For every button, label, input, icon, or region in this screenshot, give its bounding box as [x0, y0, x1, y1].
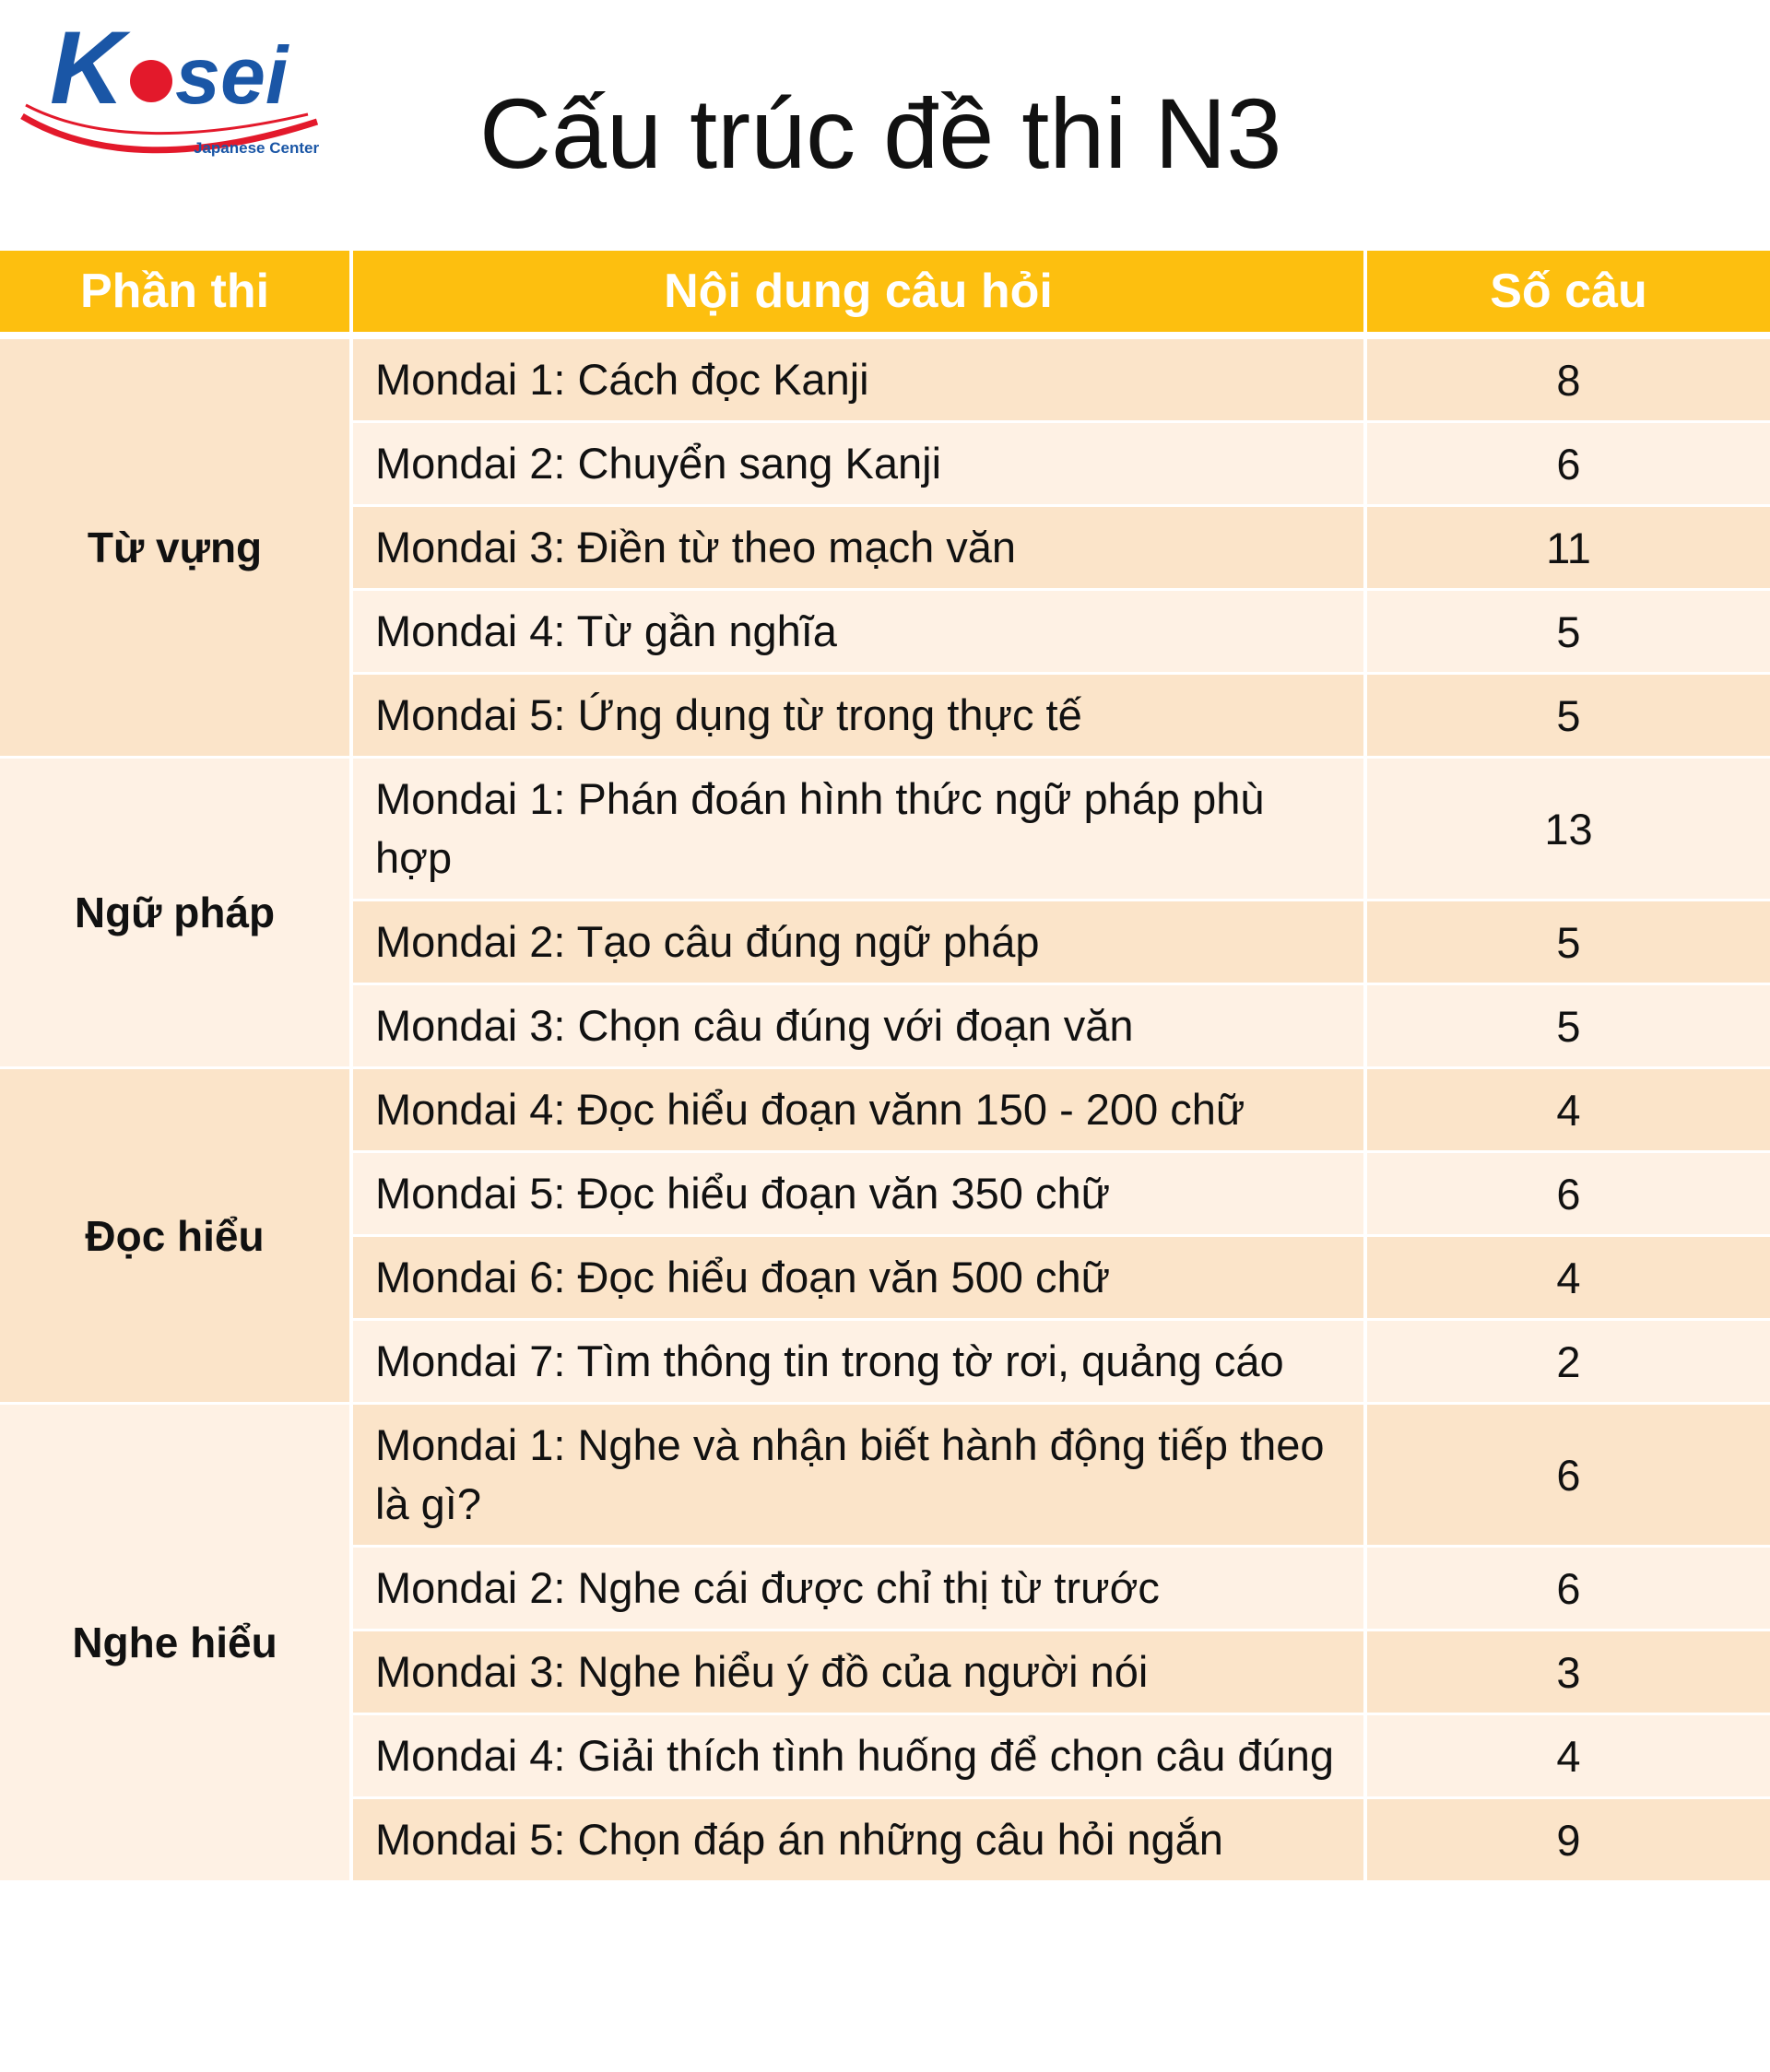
- question-count: 5: [1367, 675, 1770, 759]
- kosei-logo: [13, 13, 326, 170]
- question-count: 11: [1367, 507, 1770, 591]
- question-count: 6: [1367, 423, 1770, 507]
- question-count: 4: [1367, 1069, 1770, 1153]
- question-content: Mondai 3: Điền từ theo mạch văn: [353, 507, 1367, 591]
- question-count: 2: [1367, 1321, 1770, 1405]
- table-row: [0, 339, 1770, 423]
- section-name: Nghe hiểu: [0, 1405, 353, 1883]
- question-content: Mondai 1: Nghe và nhận biết hành động tiếp theo là gì?: [353, 1405, 1367, 1548]
- question-content: Mondai 2: Tạo câu đúng ngữ pháp: [353, 901, 1367, 985]
- question-count: 5: [1367, 901, 1770, 985]
- section-name: Từ vựng: [0, 339, 353, 759]
- svg-text:sei: sei: [175, 29, 289, 121]
- question-count: 6: [1367, 1153, 1770, 1237]
- logo-tagline: Japanese Center: [194, 139, 320, 157]
- question-count: 9: [1367, 1799, 1770, 1883]
- header-count: Số câu: [1367, 251, 1770, 339]
- question-content: Mondai 2: Chuyển sang Kanji: [353, 423, 1367, 507]
- question-count: 6: [1367, 1548, 1770, 1631]
- page-title: Cấu trúc đề thi N3: [479, 77, 1282, 189]
- question-count: 6: [1367, 1405, 1770, 1548]
- svg-text:K: K: [50, 13, 124, 125]
- question-count: 3: [1367, 1631, 1770, 1715]
- question-count: 5: [1367, 985, 1770, 1069]
- header-section: Phần thi: [0, 251, 353, 339]
- question-content: Mondai 1: Cách đọc Kanji: [353, 339, 1367, 423]
- question-count: 13: [1367, 759, 1770, 901]
- question-count: 5: [1367, 591, 1770, 675]
- question-content: Mondai 3: Nghe hiểu ý đồ của người nói: [353, 1631, 1367, 1715]
- table-header-row: [0, 251, 1770, 339]
- question-count: 4: [1367, 1715, 1770, 1799]
- question-content: Mondai 3: Chọn câu đúng với đoạn văn: [353, 985, 1367, 1069]
- question-content: Mondai 5: Đọc hiểu đoạn văn 350 chữ: [353, 1153, 1367, 1237]
- section-name: Ngữ pháp: [0, 759, 353, 1069]
- question-content: Mondai 6: Đọc hiểu đoạn văn 500 chữ: [353, 1237, 1367, 1321]
- exam-structure-table: [0, 251, 1770, 1883]
- table-row: [0, 1405, 1770, 1548]
- question-count: 4: [1367, 1237, 1770, 1321]
- question-content: Mondai 2: Nghe cái được chỉ thị từ trước: [353, 1548, 1367, 1631]
- question-content: Mondai 5: Ứng dụng từ trong thực tế: [353, 675, 1367, 759]
- question-content: Mondai 4: Giải thích tình huống để chọn câu đúng: [353, 1715, 1367, 1799]
- question-content: Mondai 4: Từ gần nghĩa: [353, 591, 1367, 675]
- question-content: Mondai 7: Tìm thông tin trong tờ rơi, quảng cáo: [353, 1321, 1367, 1405]
- table-row: [0, 759, 1770, 901]
- question-content: Mondai 4: Đọc hiểu đoạn vănn 150 - 200 chữ: [353, 1069, 1367, 1153]
- question-content: Mondai 5: Chọn đáp án những câu hỏi ngắn: [353, 1799, 1367, 1883]
- table-row: [0, 1069, 1770, 1153]
- header-content: Nội dung câu hỏi: [353, 251, 1367, 339]
- question-content: Mondai 1: Phán đoán hình thức ngữ pháp phù hợp: [353, 759, 1367, 901]
- question-count: 8: [1367, 339, 1770, 423]
- section-name: Đọc hiểu: [0, 1069, 353, 1405]
